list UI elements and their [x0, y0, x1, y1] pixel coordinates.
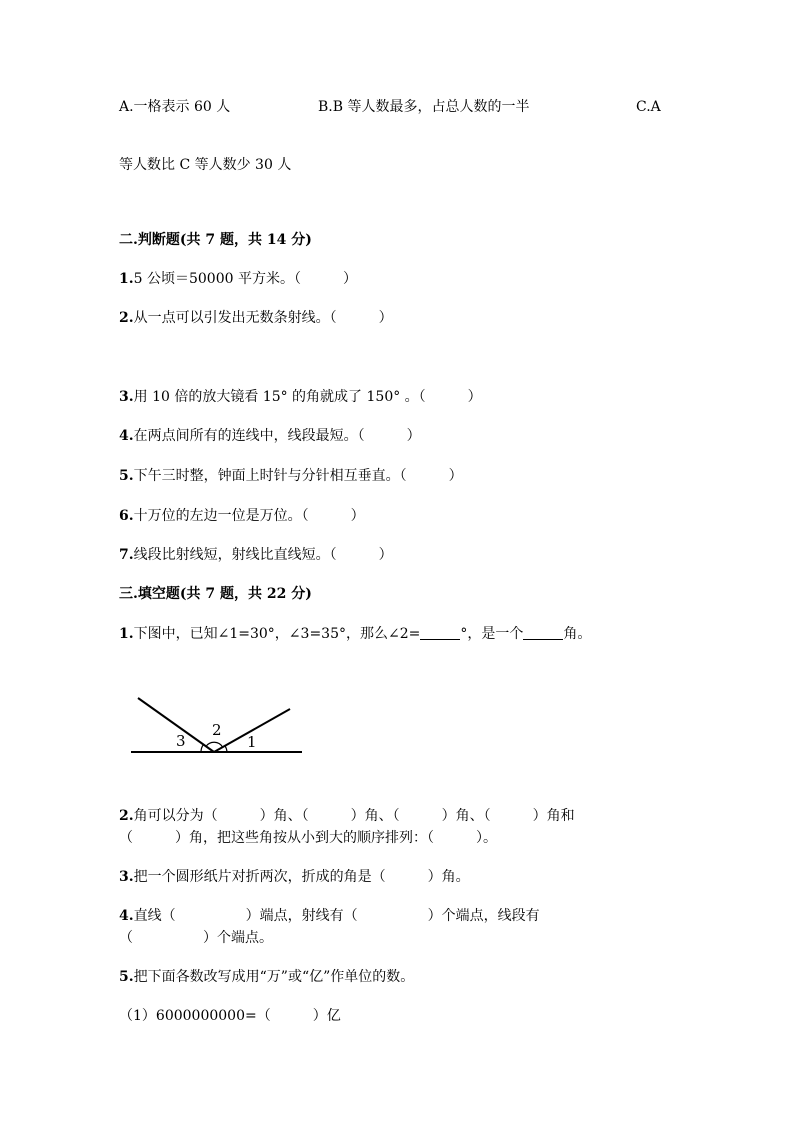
item-text: 用 10 倍的放大镜看 15° 的角就成了 150° 。（ ） [133, 389, 482, 405]
item-number: 7. [119, 547, 134, 563]
section-title-fill-blank: 三.填空题(共 7 题，共 22 分) [119, 586, 312, 602]
angle-arc-2 [206, 742, 223, 747]
q2-text-line1: 角可以分为（ ）角、（ ）角、（ ）角、（ ）角和 [133, 808, 575, 824]
judgement-item-7 [119, 545, 393, 565]
fill-question-5 [119, 967, 414, 987]
choice-c-continued: 等人数比 C 等人数少 30 人 [119, 157, 292, 173]
q5-text: 把下面各数改写成用“万”或“亿”作单位的数。 [133, 969, 415, 985]
angle-figure [128, 690, 308, 766]
section-title-judgement: 二.判断题(共 7 题，共 14 分) [119, 232, 312, 248]
item-number: 1. [119, 626, 134, 642]
angle-arc-3 [201, 745, 203, 753]
q1-text-mid: °，是一个 [460, 626, 524, 642]
fill-question-5-sub-1: （1）6000000000=（ ）亿 [119, 1008, 341, 1024]
choice-b: B.B 等人数最多，占总人数的一半 [318, 99, 530, 115]
item-number: 5. [119, 969, 134, 985]
fill-question-1 [119, 624, 591, 644]
judgement-item-4 [119, 426, 421, 446]
fill-question-4-line-2: （ ）个端点。 [119, 930, 273, 946]
judgement-item-2 [119, 308, 393, 328]
item-text: 十万位的左边一位是万位。（ ） [133, 508, 365, 524]
item-number: 4. [119, 428, 134, 444]
answer-blank[interactable] [420, 625, 460, 640]
item-text: 线段比射线短，射线比直线短。（ ） [133, 547, 393, 563]
judgement-item-5 [119, 466, 463, 486]
item-text: 在两点间所有的连线中，线段最短。（ ） [133, 428, 421, 444]
item-number: 4. [119, 908, 134, 924]
item-number: 3. [119, 869, 134, 885]
item-number: 2. [119, 808, 134, 824]
choice-c: C.A [636, 99, 661, 115]
q4-text-line1: 直线（ ）端点，射线有（ ）个端点，线段有 [133, 908, 540, 924]
q1-text-pre: 下图中，已知∠1=30°，∠3=35°，那么∠2= [133, 626, 421, 642]
judgement-item-1 [119, 269, 357, 289]
fill-question-4-line-1 [119, 906, 540, 926]
item-text: 5 公顷＝50000 平方米。（ ） [133, 271, 357, 287]
item-text: 下午三时整，钟面上时针与分针相互垂直。（ ） [133, 468, 463, 484]
item-number: 3. [119, 389, 134, 405]
label-angle-2: 2 [212, 721, 222, 739]
fill-question-2-line-2: （ ）角，把这些角按从小到大的顺序排列：（ ）。 [119, 830, 497, 846]
fill-question-3 [119, 867, 470, 887]
item-number: 5. [119, 468, 134, 484]
label-angle-3: 3 [176, 732, 186, 750]
q3-text: 把一个圆形纸片对折两次，折成的角是（ ）角。 [133, 869, 470, 885]
answer-blank[interactable] [523, 625, 563, 640]
q1-text-post: 角。 [563, 626, 592, 642]
choice-a: A.一格表示 60 人 [119, 99, 231, 115]
item-number: 2. [119, 310, 134, 326]
label-angle-1: 1 [247, 733, 257, 751]
fill-question-2-line-1 [119, 806, 575, 826]
item-number: 1. [119, 271, 134, 287]
item-number: 6. [119, 508, 134, 524]
judgement-item-6 [119, 506, 365, 526]
item-text: 从一点可以引发出无数条射线。（ ） [133, 310, 393, 326]
judgement-item-3 [119, 387, 482, 407]
